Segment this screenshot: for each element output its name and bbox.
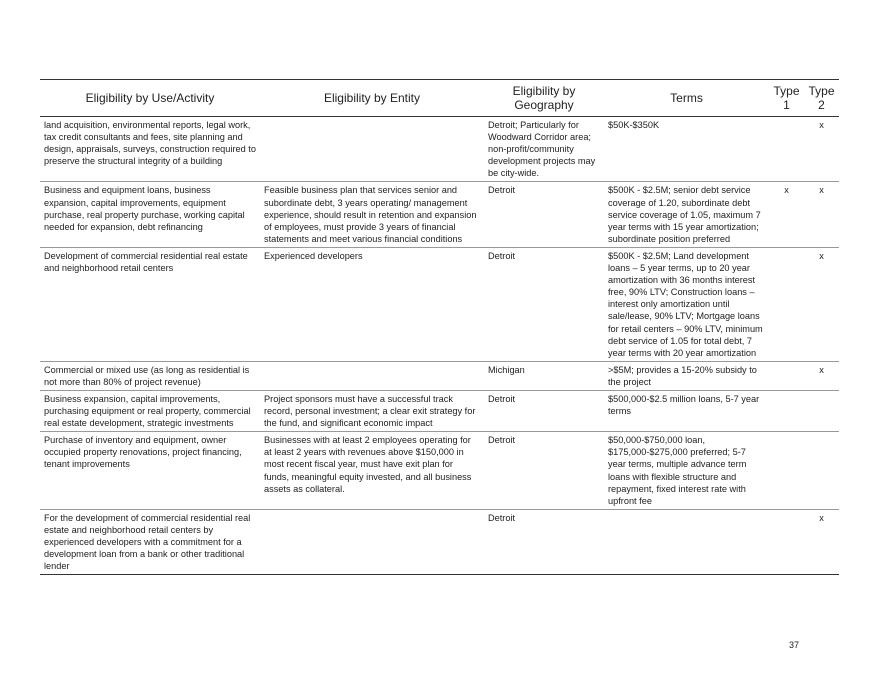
cell-type-2: x [819,364,824,375]
cell-entity [260,509,484,574]
page-number: 37 [789,640,800,650]
cell-terms: $500K - $2.5M; Land development loans – 5 year terms, up to 20 year amortization with 36 months interest free, 90% LTV; Construction loans – interest only amortization until sale/lease, 90% LTV; Mortgage loans for retail centers – 90% LTV, minimum debt service of 1.05 for total debt, 7 year terms with 20 year amortization [608,250,763,358]
cell-use: For the development of commercial residential real estate and neighborhood retail centers by experienced developers with a commitment for a development loan from a bank or other traditional lender [44,512,251,572]
cell-geography: Detroit [488,250,516,261]
table-row [40,361,839,390]
table-row [40,509,839,574]
cell-use: land acquisition, environmental reports, legal work, tax credit consultants and fees, site planning and design, appraisals, surveys, construction required to preserve the structural integrity of a building [44,120,256,167]
cell-type-1 [769,432,804,510]
cell-type-2: x [819,120,824,130]
cell-geography: Michigan [488,364,525,375]
cell-type-1 [769,361,804,390]
eligibility-table [40,79,839,575]
cell-terms: $500K - $2.5M; senior debt service coverage of 1.20, subordinate debt service coverage of 1.05, maximum 7 year terms with 15 year amortization; subordinate position preferred [608,185,761,244]
table-row [40,432,839,510]
cell-terms: $50K-$350K [608,120,660,130]
cell-geography: Detroit [488,512,516,523]
cell-geography: Detroit [488,185,516,196]
table-header-row [40,80,839,117]
cell-terms: $50,000-$750,000 loan, $175,000-$275,000 preferred; 5-7 year terms, multiple advance term loans with flexible structure and repayment, fixed interest rate with upfront fee [608,435,747,506]
cell-type-2 [804,432,839,510]
cell-type-1 [769,509,804,574]
cell-geography: Detroit; Particularly for Woodward Corridor area; non-profit/community development projects may be city-wide. [488,120,596,179]
cell-type-2: x [819,250,824,261]
cell-terms [604,509,769,574]
cell-type-1 [769,117,804,182]
cell-type-2 [804,390,839,431]
cell-entity: Feasible business plan that services senior and subordinate debt, 3 years operating/ management experience, should result in retention and expansion of employees, must provide 3 years of financial statements and meet various financial conditions [264,185,477,244]
cell-entity: Businesses with at least 2 employees operating for at least 2 years with revenues above $150,000 in most recent fiscal year, must have exit plan for funds, meaningful equity invested, and all business assets as collateral. [264,435,472,494]
table-row [40,390,839,431]
cell-entity: Experienced developers [264,250,363,261]
table-row [40,117,839,182]
cell-type-2: x [819,512,824,523]
header-type-1: Type 1 [773,84,800,112]
header-type-2: Type 2 [808,84,835,112]
cell-terms: $500,000-$2.5 million loans, 5-7 year terms [608,393,760,417]
cell-entity [260,117,484,182]
header-terms: Terms [670,91,703,105]
cell-type-1: x [784,185,789,196]
cell-entity: Project sponsors must have a successful track record, personal investment; a clear exit strategy for the fund, and significant economic impact [264,393,476,429]
cell-use: Business and equipment loans, business expansion, capital improvements, equipment purchase, real property purchase, working capital needed for expansion, debt refinancing [44,185,245,232]
cell-use: Development of commercial residential real estate and neighborhood retail centers [44,250,248,274]
header-entity: Eligibility by Entity [323,91,421,105]
eligibility-table-container [40,79,839,575]
cell-use: Purchase of inventory and equipment, owner occupied property renovations, project financing, tenant improvements [44,435,242,470]
cell-geography: Detroit [488,435,516,446]
cell-use: Business expansion, capital improvements, purchasing equipment or real property, commercial real estate development, strategic investments [44,393,251,429]
header-geography: Eligibility by Geography [512,84,576,112]
cell-type-2: x [819,185,824,196]
cell-use: Commercial or mixed use (as long as residential is not more than 80% of project revenue) [44,364,250,387]
cell-terms: >$5M; provides a 15-20% subsidy to the project [608,364,757,387]
cell-type-1 [769,247,804,361]
table-row [40,247,839,361]
cell-geography: Detroit [488,393,516,404]
table-row [40,182,839,247]
header-use-activity: Eligibility by Use/Activity [85,91,215,105]
cell-type-1 [769,390,804,431]
cell-entity [260,361,484,390]
